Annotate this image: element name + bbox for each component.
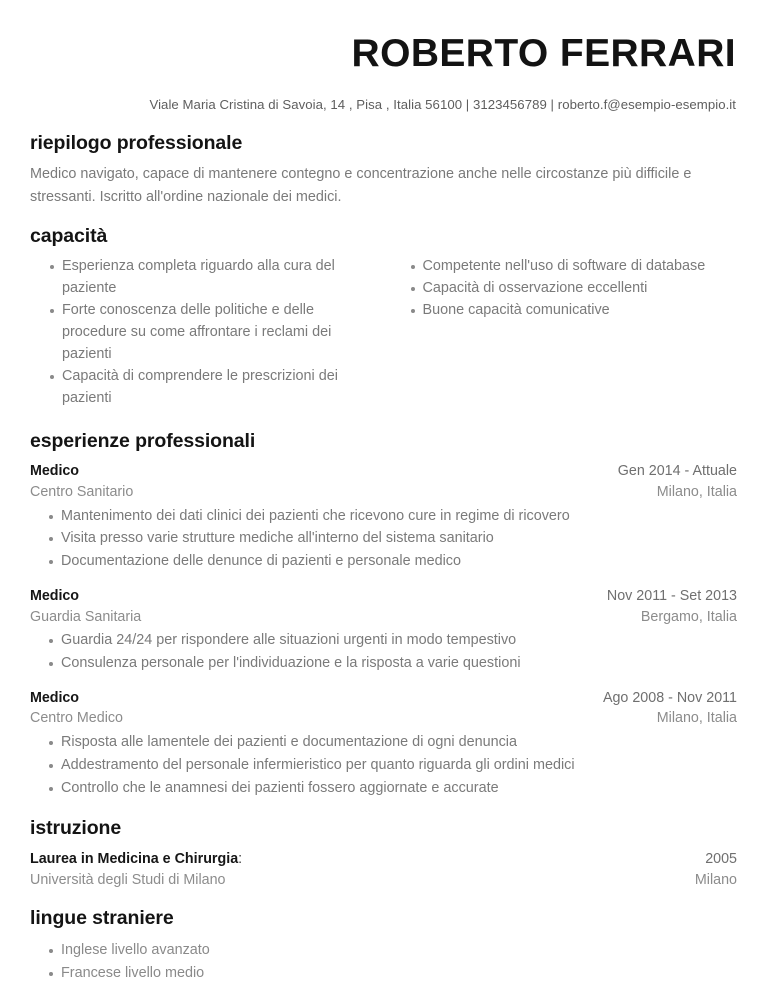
- experience-title-row: [30, 688, 737, 709]
- education-degree-text: Laurea in Medicina e Chirurgia: [30, 850, 239, 867]
- education-degree-row: [30, 849, 737, 870]
- job-location: Milano, Italia: [656, 483, 737, 500]
- education-degree-colon: :: [238, 850, 243, 867]
- education-school: Università degli Studi di Milano: [30, 871, 226, 888]
- section-experience: [30, 431, 737, 800]
- job-bullets: [30, 731, 737, 799]
- experience-entry: [30, 586, 737, 675]
- education-school-row: [30, 870, 737, 891]
- experience-company-row: [30, 708, 737, 729]
- list-item: Esperienza completa riguardo alla cura del paziente: [30, 256, 384, 300]
- section-languages: [30, 908, 737, 985]
- languages-list: [30, 939, 737, 985]
- job-title: Medico: [30, 689, 79, 706]
- contact-line: Viale Maria Cristina di Savoia, 14 , Pisa , Italia 56100 | 3123456789 | roberto.f@esempio-esempio.it: [149, 96, 736, 112]
- job-company: Centro Medico: [30, 710, 123, 727]
- skills-list-right: [391, 256, 738, 322]
- list-item: Controllo che le anamnesi dei pazienti fossero aggiornate e accurate: [30, 777, 737, 800]
- job-dates: Nov 2011 - Set 2013: [606, 587, 737, 604]
- education-degree: [30, 849, 242, 870]
- section-skills: [30, 226, 737, 410]
- skills-column-left: [30, 256, 384, 409]
- job-bullets: [30, 629, 737, 675]
- experience-entry: [30, 688, 737, 800]
- experience-company-row: [30, 482, 737, 503]
- section-professional-summary: [30, 133, 737, 208]
- job-location: Bergamo, Italia: [640, 608, 737, 625]
- education-city: Milano: [694, 871, 737, 888]
- experience-title-row: [30, 461, 737, 482]
- job-title: Medico: [30, 463, 79, 480]
- experience-title-row: [30, 586, 737, 607]
- list-item: Buone capacità comunicative: [391, 300, 738, 322]
- list-item: Francese livello medio: [30, 962, 737, 985]
- job-company: Centro Sanitario: [30, 483, 134, 500]
- list-item: Capacità di comprendere le prescrizioni dei pazienti: [30, 366, 384, 410]
- list-item: Addestramento del personale infermieristico per quanto riguarda gli ordini medici: [30, 754, 737, 777]
- experience-company-row: [30, 607, 737, 628]
- education-year: 2005: [705, 850, 737, 867]
- section-title-skills: capacità: [30, 225, 108, 248]
- job-company: Guardia Sanitaria: [30, 608, 142, 625]
- list-item: Forte conoscenza delle politiche e delle procedure su come affrontare i reclami dei pazienti: [30, 300, 384, 366]
- skills-list-left: [30, 256, 384, 409]
- job-location: Milano, Italia: [656, 710, 737, 727]
- section-title-summary: riepilogo professionale: [30, 131, 243, 154]
- section-title-experience: esperienze professionali: [30, 429, 256, 452]
- experience-entry: [30, 461, 737, 573]
- list-item: Inglese livello avanzato: [30, 939, 737, 962]
- list-item: Consulenza personale per l'individuazione e la risposta a varie questioni: [30, 652, 737, 675]
- list-item: Competente nell'uso di software di database: [391, 256, 738, 278]
- list-item: Documentazione delle denunce di pazienti e personale medico: [30, 550, 737, 573]
- summary-text: Medico navigato, capace di mantenere contegno e concentrazione anche nelle circostanze più difficile e stressanti. Iscritto all'ordine nazionale dei medici.: [30, 166, 692, 205]
- list-item: Guardia 24/24 per rispondere alle situazioni urgenti in modo tempestivo: [30, 629, 737, 652]
- section-title-languages: lingue straniere: [30, 907, 174, 930]
- list-item: Mantenimento dei dati clinici dei pazienti che ricevono cure in regime di ricovero: [30, 505, 737, 528]
- skills-columns: [30, 256, 737, 409]
- job-dates: Ago 2008 - Nov 2011: [602, 689, 737, 706]
- section-title-education: istruzione: [30, 817, 122, 840]
- resume-header: [30, 34, 737, 112]
- list-item: Capacità di osservazione eccellenti: [391, 278, 738, 300]
- job-title: Medico: [30, 587, 79, 604]
- job-bullets: [30, 505, 737, 573]
- list-item: Visita presso varie strutture mediche all'interno del sistema sanitario: [30, 527, 737, 550]
- list-item: Risposta alle lamentele dei pazienti e documentazione di ogni denuncia: [30, 731, 737, 754]
- section-education: [30, 818, 737, 890]
- page-title: ROBERTO FERRARI: [351, 32, 736, 75]
- skills-column-right: [384, 256, 738, 409]
- job-dates: Gen 2014 - Attuale: [617, 463, 737, 480]
